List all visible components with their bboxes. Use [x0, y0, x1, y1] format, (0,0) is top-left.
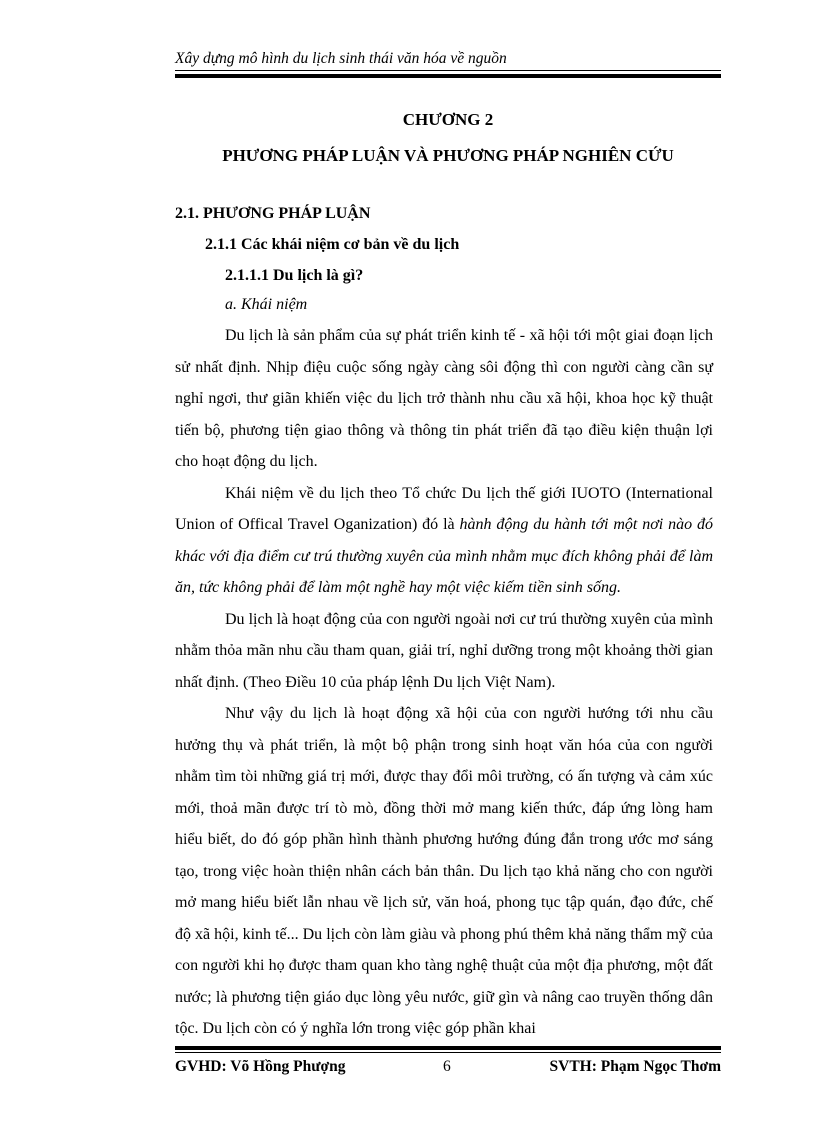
section-heading-2-1-1: 2.1.1 Các khái niệm cơ bản về du lịch [205, 236, 460, 253]
chapter-number: CHƯƠNG 2 [402, 110, 494, 129]
footer-page-number: 6 [443, 1058, 451, 1075]
paragraph-1: Du lịch là sản phẩm của sự phát triển kinh tế - xã hội tới một giai đoạn lịch sử nhất định. Nhịp điệu cuộc sống ngày càng sôi động thì con người càng cần sự nghỉ ngơi, thư giãn khiến việc du lịch trở thành nhu cầu xã hội, khoa học kỹ thuật tiến bộ, phương tiện giao thông và thông tin phát triển đã tạo điều kiện thuận lợi cho hoạt động du lịch. [175, 327, 713, 470]
paragraph-3: Du lịch là hoạt động của con người ngoài nơi cư trú thường xuyên của mình nhằm thỏa mãn nhu cầu tham quan, giải trí, nghỉ dưỡng trong một khoảng thời gian nhất định. (Theo Điều 10 của pháp lệnh Du lịch Việt Nam). [175, 610, 713, 691]
section-heading-2-1-1-1: 2.1.1.1 Du lịch là gì? [225, 267, 364, 284]
running-header-title: Xây dựng mô hình du lịch sinh thái văn hóa về nguồn [175, 50, 507, 67]
body-text [175, 320, 713, 1045]
subsection-heading-a: a. Khái niệm [225, 296, 308, 313]
footer-rule-thick [175, 1046, 721, 1050]
paragraph-2 [175, 478, 713, 604]
header-rule-thin [175, 70, 721, 71]
footer-advisor: GVHD: Võ Hồng Phượng [175, 1058, 346, 1075]
footer-rule-thin [175, 1052, 721, 1053]
paragraph-2-text: Khái niệm về du lịch theo Tổ chức Du lịch thế giới IUOTO (International Union of Offical Travel Oganization) đó là [175, 484, 713, 533]
header-rule-thick [175, 74, 721, 78]
paragraph-4: Như vậy du lịch là hoạt động xã hội của con người hướng tới nhu cầu hưởng thụ và phát triển, là một bộ phận trong sinh hoạt văn hóa của con người nhằm tìm tòi những giá trị mới, được thay đổi môi trường, có ấn tượng và cảm xúc mới, thoả mãn được trí tò mò, đồng thời mở mang kiến thức, đáp ứng lòng ham hiểu biết, do đó góp phần hình thành phương hướng đúng đắn trong ước mơ sáng tạo, trong việc hoàn thiện nhân cách bản thân. Du lịch tạo khả năng cho con người mở mang hiểu biết lẫn nhau về lịch sử, văn hoá, phong tục tập quán, đạo đức, chế độ xã hội, kinh tế... Du lịch còn làm giàu và phong phú thêm khả năng thẩm mỹ của con người khi họ được tham quan kho tàng nghệ thuật của một địa phương, một đất nước; là phương tiện giáo dục lòng yêu nước, giữ gìn và nâng cao truyền thống dân tộc. Du lịch còn có ý nghĩa lớn trong việc góp phần khai [175, 705, 713, 1037]
paragraph-2-italic-definition: hành động du hành tới một nơi nào đó khác với địa điểm cư trú thường xuyên của mình nhằm mục đích không phải để làm ăn, tức không phải để làm một nghề hay một việc kiếm tiền sinh sống. [175, 516, 714, 596]
section-heading-2-1: 2.1. PHƯƠNG PHÁP LUẬN [175, 205, 371, 222]
chapter-title: PHƯƠNG PHÁP LUẬN VÀ PHƯƠNG PHÁP NGHIÊN CỨU [222, 146, 674, 165]
footer-student: SVTH: Phạm Ngọc Thơm [549, 1058, 721, 1075]
